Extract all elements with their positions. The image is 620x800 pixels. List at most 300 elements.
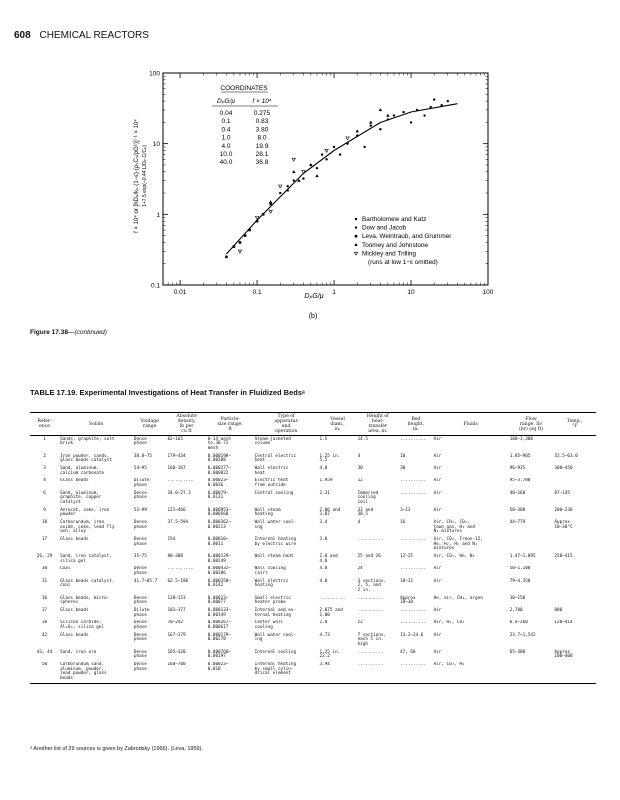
table-cell: 10–150 xyxy=(509,595,526,601)
table-cell: Dilute phase xyxy=(133,608,150,618)
legend-label: Bartholomew and Katz xyxy=(362,216,427,223)
table-row xyxy=(30,478,596,490)
table-cell xyxy=(553,478,596,490)
table-cell: .......... xyxy=(400,478,426,484)
table-cell: Dense phase xyxy=(133,520,147,530)
table-cell: 4.0 xyxy=(319,465,328,471)
table-row xyxy=(30,662,596,684)
data-point xyxy=(363,146,365,148)
table-cell: Wall cooling (air) xyxy=(254,566,286,576)
table-cell: Wall water cool- ing xyxy=(254,632,297,643)
table-cell: 0.000768– 0.00197 xyxy=(207,649,231,660)
table-cell: Approx 10–30°C xyxy=(554,520,573,530)
table-cell: 18 xyxy=(41,520,48,526)
table-cell: Air xyxy=(433,490,442,496)
table-row xyxy=(30,578,596,595)
table-cell: 300–450 xyxy=(554,465,573,471)
data-point xyxy=(248,229,251,232)
table-cell: 0.000362– 0.00213 xyxy=(207,520,231,530)
data-point xyxy=(244,234,247,237)
data-point xyxy=(325,149,328,152)
table-row xyxy=(30,595,596,607)
table-cell: Glass beads, micro- spheres xyxy=(60,595,110,606)
table-cell: 79–4,350 xyxy=(509,578,531,584)
legend-marker xyxy=(354,243,357,246)
table-cell: 87–145 xyxy=(554,490,570,496)
table-cell: 38.8–75 xyxy=(133,453,152,459)
y-tick-label: 0.1 xyxy=(150,282,160,290)
table-cell: 1.5 xyxy=(319,436,328,442)
table-cell: 0.000432– 0.00386 xyxy=(207,566,231,576)
coordinates-dpg-value: 10.0 xyxy=(219,151,233,158)
y-axis-label: f × 10⁴ or [hDₚ/kₛ·(1−ε)·(ρₛCₛ/ρGᶜ)]⁻¹ × 10⁴ xyxy=(134,119,140,233)
table-cell: Carborundum sand, aluminum, powder, lead powder, glass beads xyxy=(59,662,133,684)
table-cell: .......... xyxy=(357,537,384,542)
table-cell: 37.5–594 xyxy=(167,520,189,526)
table-cell: Approx 100–400 xyxy=(554,649,573,660)
table-cell: 31 xyxy=(41,578,48,584)
table-header-row xyxy=(30,413,596,436)
table-cell: Air xyxy=(433,507,442,513)
y-tick-label: 10 xyxy=(152,141,160,149)
table-cell: Air xyxy=(433,608,442,614)
table-cell: .......... xyxy=(319,595,346,601)
data-point xyxy=(369,121,372,124)
table-cell: 4.0 xyxy=(319,578,328,584)
table-cell: 47, 68 xyxy=(400,649,416,655)
table-cell: Dense phase xyxy=(133,537,147,547)
table-cell: Small electric heater probe xyxy=(254,595,291,606)
coordinates-f-value: 0.275 xyxy=(253,110,271,117)
legend-label: (runs at low 1−ε omitted) xyxy=(368,259,438,266)
data-point xyxy=(292,158,295,161)
table-cell: 42 xyxy=(41,632,48,638)
table-cell: 34.6–27.3 xyxy=(167,490,191,496)
table-cell: 0.000179– 0.00278 xyxy=(207,632,231,643)
table-cell: 165–320 xyxy=(167,649,186,655)
table-cell: 7 sections, each 5 in. high xyxy=(357,632,387,647)
table-cell: .......... xyxy=(400,620,426,626)
table-header-cell: Absolute density, lb per cu ft xyxy=(166,413,206,436)
table-cell: Steam-jacketed column xyxy=(254,436,291,447)
table-cell: Internal heating by electric wire xyxy=(254,537,297,547)
table-cell: Air xyxy=(433,478,442,484)
table-cell: 3.4 xyxy=(319,520,328,526)
coordinates-dpg-value: 40.0 xyxy=(219,159,233,167)
table-cell xyxy=(553,536,596,553)
data-point xyxy=(379,108,382,111)
table-cell xyxy=(553,566,596,578)
table-header-cell: Vessel diam., in. xyxy=(319,413,357,436)
coordinates-dpg-value: 0.1 xyxy=(221,118,231,126)
table-header-cell: Height of heat- transfer area, in. xyxy=(357,413,400,436)
x-tick-label: 1 xyxy=(332,289,336,296)
table-cell: 121–466 xyxy=(167,507,186,513)
table-cell: 52–99 xyxy=(133,507,147,513)
x-tick-label: 0.01 xyxy=(173,289,187,296)
table-cell: 0.00023– 0.018 xyxy=(207,662,254,684)
coordinates-col2-header: f × 10⁴ xyxy=(252,98,272,105)
table-cell: Wall electric heating xyxy=(254,578,289,589)
table-cell: Glass beads catalyst, coal xyxy=(60,578,115,589)
table-cell: .......... xyxy=(400,537,426,542)
data-point xyxy=(356,134,358,136)
table-cell: 30 xyxy=(357,465,363,471)
table-header-cell: Fluids xyxy=(433,413,509,436)
table-cell: Dense phase xyxy=(133,436,147,447)
table-cell: Carborundum, iron oxide, coke, lead fly ash, alloy xyxy=(60,520,115,535)
table-cell: .......... xyxy=(399,662,433,684)
page-number: 608 xyxy=(14,30,31,41)
table-cell: 100–1,300 xyxy=(509,436,533,442)
table-cell: 0.00023– 0.0036 xyxy=(207,478,229,488)
figure-caption-suffix: —(continued) xyxy=(67,329,107,336)
table-row xyxy=(30,507,596,519)
table-cell: 1.959 xyxy=(319,478,333,484)
table-cell: .......... xyxy=(357,662,400,684)
data-point xyxy=(315,174,318,177)
table-cell: Air, H₂, CO₂ xyxy=(433,620,465,626)
table-cell: 200–230 xyxy=(554,507,573,513)
table-cell: 167–179 xyxy=(167,632,186,638)
legend-marker xyxy=(354,252,357,255)
table-cell: 50–300 xyxy=(509,507,526,513)
table-cell: 6 xyxy=(43,490,46,496)
table-cell: 160–167 xyxy=(167,465,186,471)
table-cell: Glass beads xyxy=(60,608,89,614)
figure-caption-label: Figure 17.38 xyxy=(30,329,68,336)
table-cell: 16 xyxy=(400,520,406,526)
table-cell: 0.00010– 0.0011 xyxy=(207,537,229,547)
table-cell: Coal xyxy=(60,566,71,572)
table-cell: 50 xyxy=(30,662,59,684)
table-cell: 33 and 38.5 xyxy=(357,507,374,518)
table-cell: Approx 18–30 xyxy=(400,595,416,606)
figure-caption xyxy=(30,329,107,336)
table-cell: He, air, CH₄, argon xyxy=(433,595,483,601)
data-point xyxy=(386,114,389,117)
table-cell xyxy=(553,578,596,595)
table-cell: 4.73 xyxy=(319,632,330,638)
coordinates-dpg-value: 1.0 xyxy=(221,134,231,142)
table-cell: 160–700 xyxy=(166,662,206,684)
table-row xyxy=(30,620,596,632)
data-point xyxy=(239,241,242,244)
table-header-cell: Temp., °F xyxy=(553,413,596,436)
x-tick-label: 10 xyxy=(407,289,415,296)
table-cell: 0.000198– 0.00288 xyxy=(207,453,231,464)
table-cell: 4 xyxy=(357,520,361,526)
table-cell: 65–300 xyxy=(509,649,526,655)
table-cell: 3.0 xyxy=(319,537,328,542)
table-cell: 3 xyxy=(43,465,46,471)
table-cell: Wall steam heating xyxy=(254,507,281,518)
data-point xyxy=(440,104,442,106)
data-point xyxy=(279,192,281,194)
table-cell: 24 xyxy=(357,566,363,572)
table-cell: 0.000267– 0.000617 xyxy=(207,620,231,631)
table-cell: Air, CH₄, CO₂, town gas, H₂ and N₂ mixtures xyxy=(433,520,476,535)
table-cell: Air xyxy=(433,632,442,638)
table-cell: Central electric heat xyxy=(254,453,297,464)
table-cell: 101–177 xyxy=(167,608,186,614)
table-cell xyxy=(509,536,554,553)
table-cell: 2,700 xyxy=(509,608,523,614)
table-cell: Dense phase xyxy=(133,620,147,631)
table-cell: 41.7–85.7 xyxy=(133,578,158,584)
table-cell: 12–25 xyxy=(400,553,414,559)
table-cell: Sand, aluminum, graphite, copper catalyst xyxy=(60,490,102,505)
table-cell: Dense phase xyxy=(133,662,167,684)
data-point xyxy=(292,170,295,173)
table-cell: 6.4–260 xyxy=(509,620,528,626)
plot-frame xyxy=(163,73,488,285)
data-point xyxy=(225,256,228,259)
table-cell: .......... xyxy=(400,436,426,442)
data-point xyxy=(262,213,265,216)
coordinates-col1-header: DₚG/μ xyxy=(217,98,235,105)
table-cell: 2 xyxy=(43,453,46,459)
table-cell: 44–779 xyxy=(509,520,526,526)
table-cell: 70–242 xyxy=(167,620,183,626)
table-cell: Air, CO₂, Freon-12, He, H₂, H₂ and N₂ mixtures xyxy=(433,537,483,552)
data-point xyxy=(410,121,412,123)
table-cell: Wall water cool- ing xyxy=(254,520,297,530)
table-cell: 4 xyxy=(357,453,361,459)
data-point xyxy=(293,179,295,181)
data-point xyxy=(269,203,272,206)
data-point xyxy=(279,185,282,188)
table-cell: 96–935 xyxy=(509,465,526,471)
coordinates-dpg-value: 4.0 xyxy=(221,142,231,150)
table-row xyxy=(30,649,596,661)
table-cell: .......... xyxy=(357,649,384,655)
table-row xyxy=(30,436,596,453)
table-cell: Dense phase xyxy=(133,649,147,660)
coordinates-f-value: 36.8 xyxy=(255,159,269,167)
table-cell: 2.31 xyxy=(319,490,330,496)
table-cell: Glass beads xyxy=(60,478,89,484)
table-cell: 3 sections, 2, 5, and 2 in. xyxy=(357,578,387,593)
table-cell: 40–160 xyxy=(509,490,526,496)
running-title: CHEMICAL REACTORS xyxy=(39,30,149,41)
table-cell: 95–3,780 xyxy=(509,478,531,484)
table-row xyxy=(30,519,596,536)
table-cell: 30 xyxy=(400,465,406,471)
table-cell: Air xyxy=(433,649,442,655)
table-header-cell: Particle- size range, ft xyxy=(207,413,254,436)
table-cell: 0.000350– 0.0142 xyxy=(207,578,231,589)
table-cell: 1.85–905 xyxy=(509,453,531,459)
table-cell: Sands, graphite, salt brick xyxy=(60,436,115,447)
table-cell xyxy=(553,632,596,649)
table-cell: 30 xyxy=(41,566,48,572)
coordinates-f-value: 3.80 xyxy=(255,126,269,134)
table-cell: .......... xyxy=(357,595,384,601)
y-axis-label-denominator: 1+7.5 exp(−0.44 L/Dₚ·C/Cₚ) xyxy=(142,145,148,207)
x-tick-label: 0.1 xyxy=(252,289,262,296)
table-cell: 22 xyxy=(357,620,363,626)
table-cell: Internal heating by small cylin- drical element xyxy=(254,662,319,684)
x-tick-label: 100 xyxy=(482,289,494,296)
table-cell xyxy=(509,662,554,684)
table-cell: 36 xyxy=(41,595,48,601)
table-caption: TABLE 17.19. Experimental Investigations of Heat Transfer in Fluidized Bedsᵃ xyxy=(30,388,305,397)
data-point xyxy=(333,146,335,148)
data-point xyxy=(346,137,349,140)
table-cell: 1.25 in. 22.2 xyxy=(319,649,341,660)
heat-transfer-table xyxy=(30,412,596,684)
legend-label: Dow and Jacob xyxy=(362,224,407,232)
table-cell: Air xyxy=(433,453,442,459)
table-cell: Silicon carbide, Al₂O₃, silica gel xyxy=(60,620,105,631)
table-cell: Immersed cooling coil xyxy=(357,490,379,505)
table-cell: Central cooling xyxy=(254,490,294,496)
table-cell: Internal cooling xyxy=(254,649,297,655)
table-cell: Dense phase xyxy=(133,632,147,643)
data-point xyxy=(423,114,425,116)
table-cell: 25 and 26 xyxy=(357,553,381,559)
data-point xyxy=(447,100,449,102)
table-footnote: ᵃ Another list of 29 sources is given by Zabrodsky (1966). (Leva, 1959). xyxy=(30,746,203,752)
table-cell: 154 xyxy=(167,537,176,542)
coordinates-dpg-value: 0.04 xyxy=(219,110,233,117)
table-cell: 2.0 and 4.0 xyxy=(319,553,338,564)
table-cell: 38 xyxy=(41,620,48,626)
table-cell: Internal and ex- ternal heating xyxy=(254,608,297,618)
data-point xyxy=(379,128,381,130)
table-cell: Aerocat, coke, iron powder xyxy=(60,507,110,518)
table-cell: 37 xyxy=(41,608,48,614)
table-cell: 14.5 xyxy=(357,436,368,442)
data-point xyxy=(339,153,341,155)
table-cell: 10 xyxy=(400,453,406,459)
data-point xyxy=(325,158,327,160)
table-cell: 17 xyxy=(41,537,48,542)
table-cell: 35–75 xyxy=(133,553,147,559)
table-cell: 9 xyxy=(43,507,46,513)
data-point xyxy=(370,124,372,126)
table-header-cell: Voidage range xyxy=(133,413,167,436)
table-cell xyxy=(553,436,596,453)
table-cell: Sand, iron catalyst, silica gel xyxy=(60,553,112,564)
heat-transfer-chart xyxy=(0,0,620,330)
table-cell: 32.5–63.0 xyxy=(554,453,578,459)
data-point xyxy=(433,98,435,100)
data-point xyxy=(416,109,418,111)
data-point xyxy=(233,245,236,248)
table-cell: 12 xyxy=(357,478,363,484)
data-point xyxy=(302,177,304,179)
table-cell: 800 xyxy=(554,608,563,614)
data-point xyxy=(238,250,241,253)
data-point xyxy=(402,111,404,113)
table-cell: Dilute phase xyxy=(133,478,150,488)
table-cell: 3.94 xyxy=(319,662,357,684)
data-point xyxy=(269,200,272,203)
data-point xyxy=(387,118,389,120)
data-point xyxy=(256,220,259,223)
table-cell: 179–434 xyxy=(167,453,186,459)
table-cell: 23.7–1,542 xyxy=(509,632,536,638)
table-cell: Air, CO₂, He, N₂ xyxy=(433,553,476,559)
table-cell: Dense phase xyxy=(133,595,147,606)
table-cell: Air xyxy=(433,436,442,442)
data-point xyxy=(393,114,395,116)
table-cell: 43, 44 xyxy=(36,649,53,655)
table-cell: Sand, iron ore xyxy=(60,649,97,655)
table-cell: 26, 29 xyxy=(36,553,53,559)
table-row xyxy=(30,632,596,649)
legend-label: Toomey and Johnstone xyxy=(362,241,429,249)
data-point xyxy=(429,106,431,108)
table-cell: 128–153 xyxy=(167,595,186,601)
table-cell: .......... xyxy=(400,490,426,496)
table-cell: Wall steam heat xyxy=(254,553,294,559)
table-cell: 0.000129– 0.00149 xyxy=(207,553,231,564)
table-cell: Air xyxy=(433,578,442,584)
table-header-cell: Bed height, in. xyxy=(399,413,433,436)
y-tick-label: 1 xyxy=(156,211,160,219)
coordinates-f-value: 8.0 xyxy=(257,134,267,142)
table-cell: 54–95 xyxy=(133,465,147,471)
legend-marker xyxy=(355,235,358,238)
table-header-cell: Refer- ence xyxy=(30,413,59,436)
table-cell: Dense phase xyxy=(133,566,147,576)
legend-label: Leva, Weintraub, and Grummer xyxy=(362,233,452,241)
table-header-cell: Solids xyxy=(59,413,133,436)
data-point xyxy=(286,185,288,187)
panel-label: (b) xyxy=(308,313,318,320)
table-cell: 2.0 xyxy=(319,620,328,626)
table-cell: Air xyxy=(433,465,442,471)
coordinates-f-value: 19.9 xyxy=(255,142,269,150)
data-point xyxy=(321,153,323,155)
table-cell: Glass beads xyxy=(60,537,89,542)
table-cell: 0.00079– 0.0131 xyxy=(207,490,229,501)
table-cell: 50–1,100 xyxy=(509,566,531,572)
table-cell: 3–13 xyxy=(400,507,411,513)
table-cell: .......... xyxy=(167,566,194,572)
table-cell: 0.00023– 0.00077 xyxy=(207,595,229,606)
table-cell: Glass beads xyxy=(60,632,89,638)
table-row xyxy=(30,465,596,477)
legend-marker xyxy=(355,226,357,228)
table-cell: 82–165 xyxy=(167,436,183,442)
table-cell: 0.000953– 0.000560 xyxy=(207,507,231,518)
table-cell: 0.000133– 0.00149 xyxy=(207,608,231,618)
legend-label: Mickley and Trilling xyxy=(362,250,416,258)
table-cell: 4.0 xyxy=(319,566,328,572)
y-tick-label: 100 xyxy=(149,70,160,78)
x-axis-label: DₚG/μ xyxy=(304,293,324,300)
table-cell: 1.25 in. 5.5 xyxy=(319,453,341,464)
table-cell xyxy=(553,595,596,607)
table-cell: 13.2–24.6 xyxy=(400,632,424,638)
table-cell: 120–414 xyxy=(554,620,573,626)
table-cell: .......... xyxy=(357,608,384,614)
table-cell: 10–32 xyxy=(400,578,414,584)
table-cell: 0.000277– 0.000822 xyxy=(207,465,231,476)
table-cell xyxy=(553,662,596,684)
table-cell: .......... xyxy=(167,478,194,484)
data-point xyxy=(356,129,359,132)
table-row xyxy=(30,490,596,507)
table-cell: 2.875 and 1.00 xyxy=(319,608,343,618)
table-cell: Air xyxy=(433,566,442,572)
table-cell: 258–415 xyxy=(554,553,573,559)
table-cell: 62.5–180 xyxy=(167,578,189,584)
